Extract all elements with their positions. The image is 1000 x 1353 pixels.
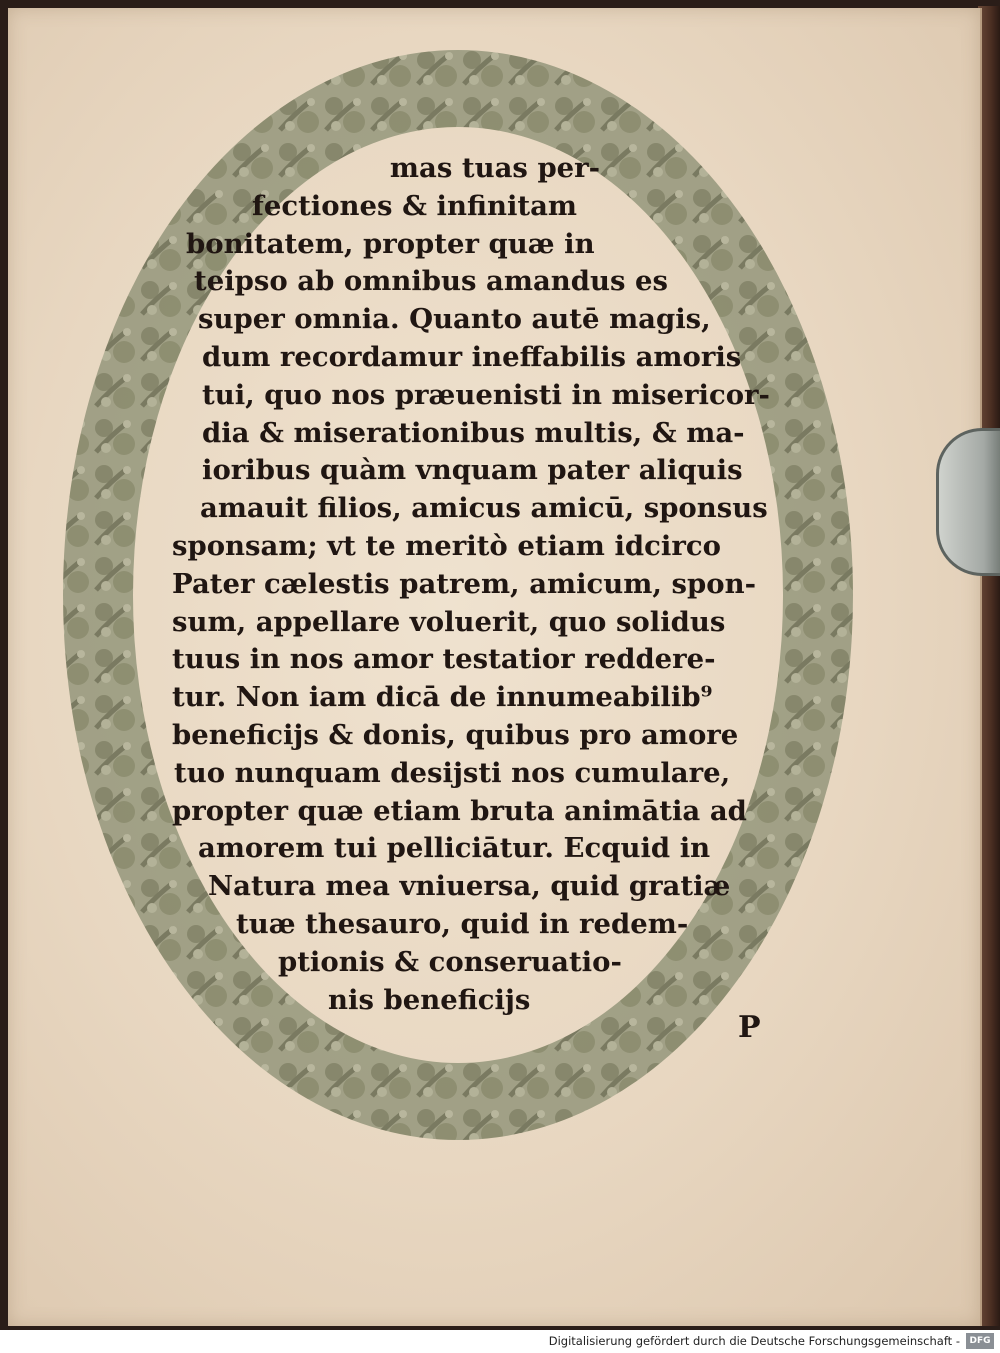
dfg-logo: DFG xyxy=(966,1333,994,1349)
page-clip xyxy=(936,428,1000,576)
text-line: teipso ab omnibus amandus es xyxy=(194,265,669,298)
text-line: tur. Non iam dicā de innumeabilib⁹ xyxy=(172,681,713,714)
text-line: beneficijs & donis, quibus pro amore xyxy=(172,718,739,751)
latin-text-block xyxy=(150,150,770,1019)
text-line: sponsam; vt te meritò etiam idcirco xyxy=(172,529,721,562)
text-line: tuo nunquam desijsti nos cumulare, xyxy=(174,756,731,789)
text-line: fectiones & infinitam xyxy=(252,189,578,222)
catchword: P xyxy=(738,1010,761,1045)
text-line: dum recordamur ineffabilis amoris xyxy=(202,340,742,373)
text-line: Pater cælestis patrem, amicum, spon- xyxy=(172,567,756,600)
text-line: super omnia. Quanto autē magis, xyxy=(198,303,711,336)
text-line: propter quæ etiam bruta animātia ad xyxy=(172,794,747,827)
funding-notice: Digitalisierung gefördert durch die Deutsche Forschungsgemeinschaft - xyxy=(548,1334,960,1348)
text-line: ioribus quàm vnquam pater aliquis xyxy=(202,454,743,487)
text-line: tuæ thesauro, quid in redem- xyxy=(236,907,689,940)
text-line: ptionis & conseruatio- xyxy=(278,945,622,978)
text-line: tuus in nos amor testatior reddere- xyxy=(172,643,716,676)
text-line: Natura mea vniuersa, quid gratiæ xyxy=(208,870,731,903)
text-line: sum, appellare voluerit, quo solidus xyxy=(172,605,726,638)
text-line: amorem tui pelliciātur. Ecquid in xyxy=(198,832,711,865)
text-line: amauit filios, amicus amicū, sponsus xyxy=(200,492,768,525)
text-line: bonitatem, propter quæ in xyxy=(186,227,595,260)
text-line: tui, quo nos præuenisti in misericor- xyxy=(202,378,770,411)
footer-bar xyxy=(0,1330,1000,1353)
text-line: mas tuas per- xyxy=(389,152,601,184)
text-line: nis beneficijs xyxy=(328,983,531,1016)
text-line: dia & miserationibus multis, & ma- xyxy=(202,416,745,449)
